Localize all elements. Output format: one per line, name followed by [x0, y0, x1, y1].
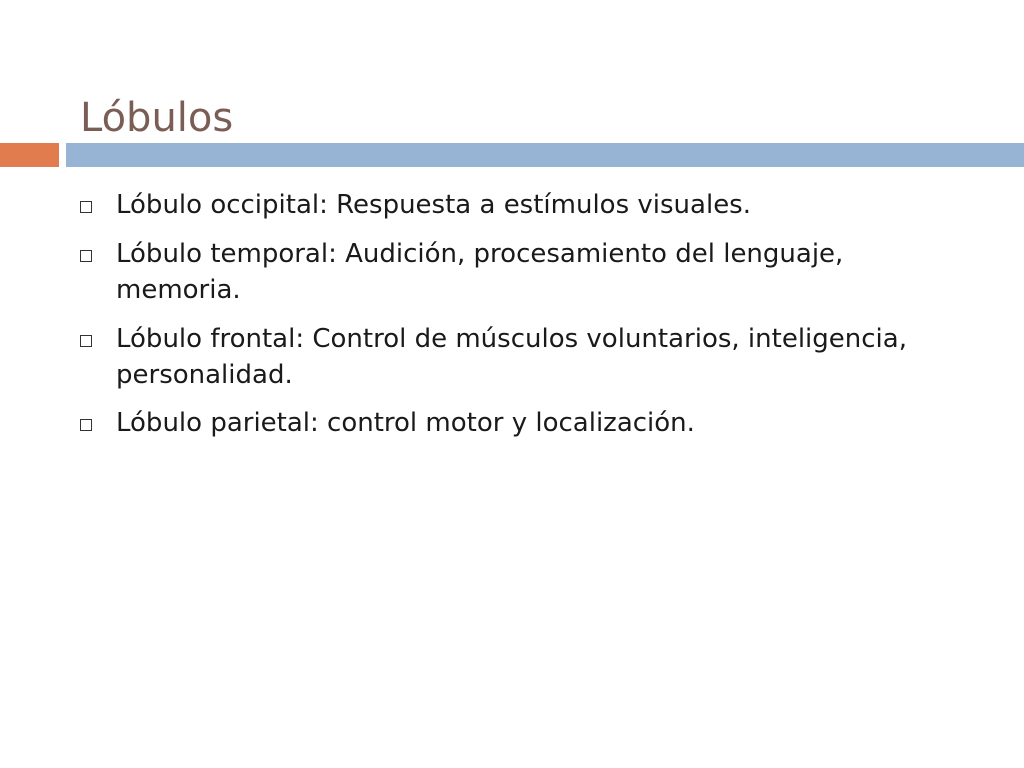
- hollow-square-bullet-icon: [80, 419, 92, 431]
- list-item: [80, 322, 960, 394]
- bullet-list: [80, 188, 960, 455]
- list-item: [80, 237, 960, 309]
- bullet-text: Lóbulo frontal: Control de músculos voluntarios, inteligencia, personalidad.: [116, 323, 907, 390]
- title-accent-bar: [0, 143, 59, 167]
- hollow-square-bullet-icon: [80, 335, 92, 347]
- hollow-square-bullet-icon: [80, 201, 92, 213]
- bullet-text: Lóbulo occipital: Respuesta a estímulos visuales.: [116, 190, 751, 220]
- list-item: [80, 406, 960, 442]
- hollow-square-bullet-icon: [80, 250, 92, 262]
- slide-title: Lóbulos: [80, 95, 234, 141]
- title-underline-bar: [66, 143, 1024, 167]
- bullet-text: Lóbulo temporal: Audición, procesamiento del lenguaje, memoria.: [116, 238, 844, 305]
- list-item: [80, 188, 960, 224]
- bullet-text: Lóbulo parietal: control motor y localización.: [116, 408, 695, 439]
